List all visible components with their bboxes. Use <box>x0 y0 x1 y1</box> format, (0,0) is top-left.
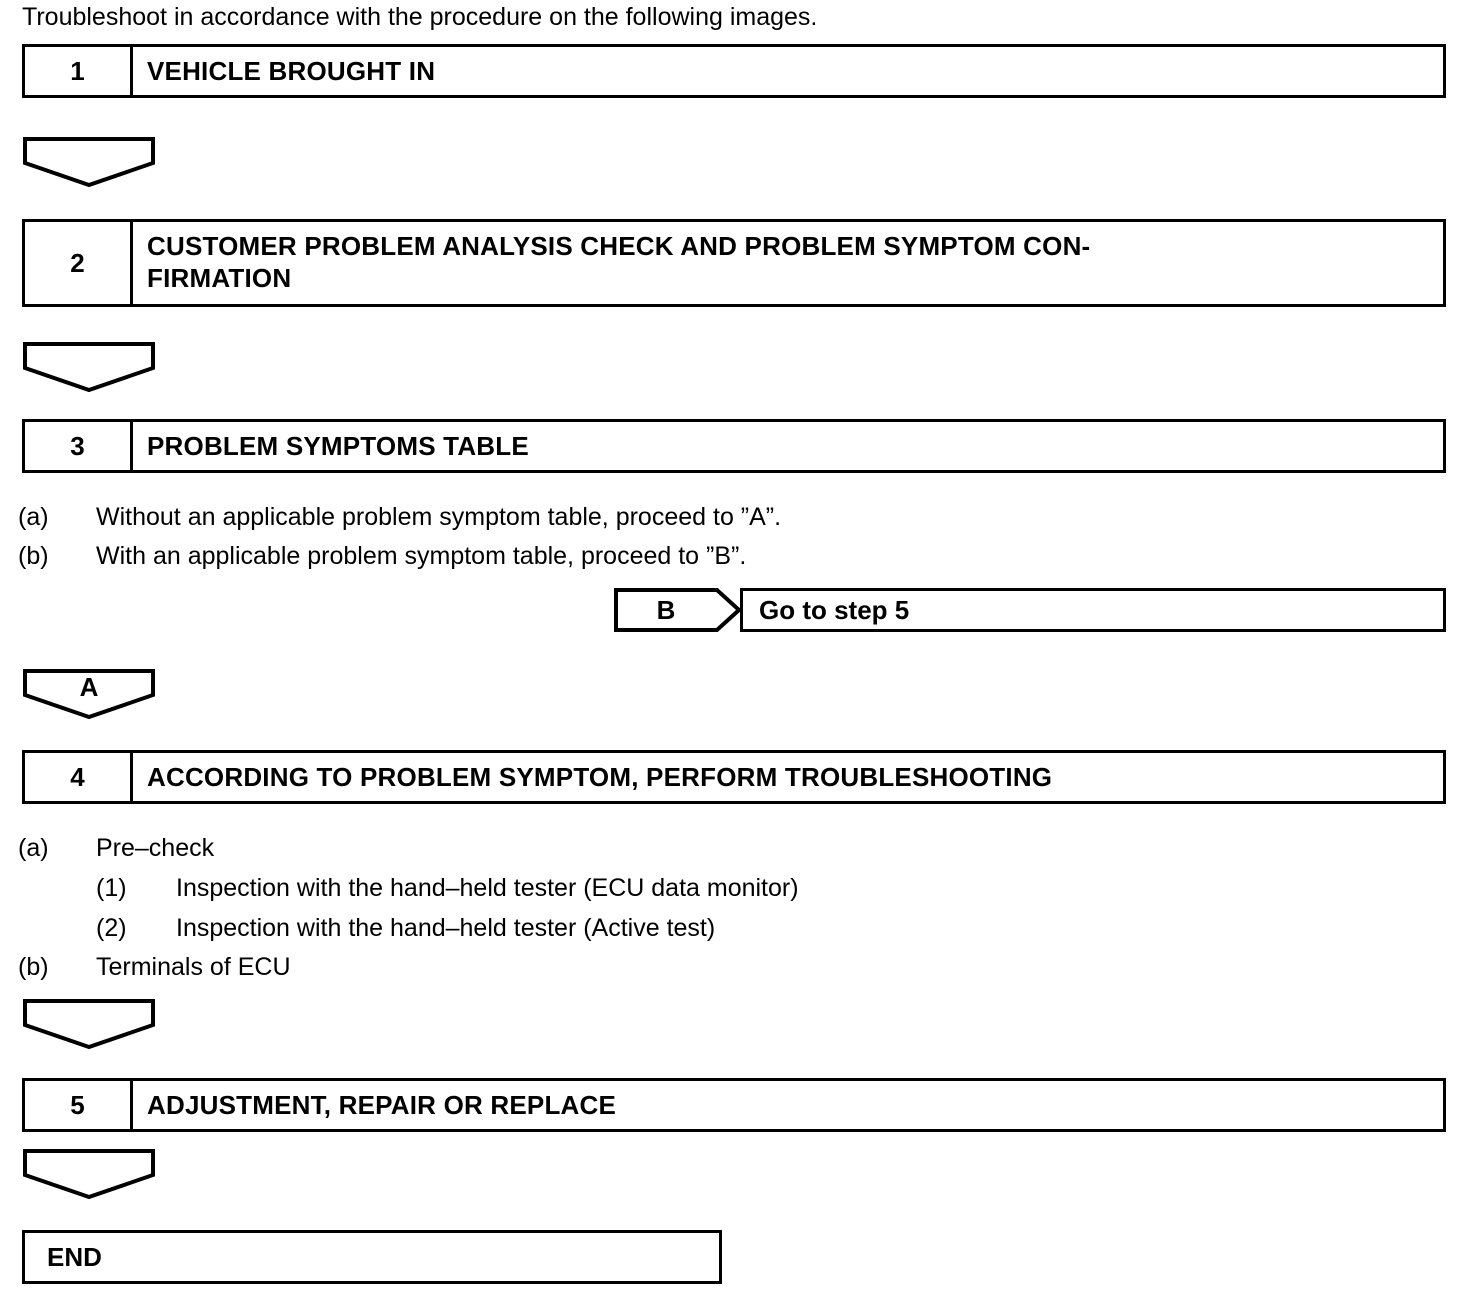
step3-note-b-text: With an applicable problem symptom table, proceed to ”B”. <box>96 542 747 570</box>
step4-note-a2-text: Inspection with the hand–held tester (Active test) <box>176 914 716 942</box>
step-number-3: 3 <box>25 422 133 470</box>
step-title-2-line2: FIRMATION <box>147 263 292 293</box>
step4-note-a1-marker: (1) <box>96 874 127 902</box>
connector-arrow-4 <box>22 998 156 1050</box>
step-number-1: 1 <box>25 47 133 95</box>
connector-arrow-1 <box>22 136 156 188</box>
step-box-3 <box>22 419 1446 473</box>
step-title-2-line1: CUSTOMER PROBLEM ANALYSIS CHECK AND PROBLEM SYMPTOM CON- <box>147 231 1091 261</box>
step-number-5: 5 <box>25 1081 133 1129</box>
connector-arrow-2 <box>22 341 156 393</box>
branch-b-label: B <box>656 594 676 625</box>
step-box-1 <box>22 44 1446 98</box>
step-number-2: 2 <box>25 222 133 304</box>
goto-step5-label: Go to step 5 <box>759 594 910 625</box>
step-number-4: 4 <box>25 753 133 801</box>
step-box-2 <box>22 219 1446 307</box>
intro-text: Troubleshoot in accordance with the procedure on the following images. <box>22 3 818 31</box>
step3-note-a-text: Without an applicable problem symptom table, proceed to ”A”. <box>96 503 782 531</box>
step-title-4: ACCORDING TO PROBLEM SYMPTOM, PERFORM TROUBLESHOOTING <box>147 762 1053 792</box>
branch-a-label: A <box>79 671 99 702</box>
step3-note-b-marker: (b) <box>18 542 49 570</box>
step4-note-a2-marker: (2) <box>96 914 127 942</box>
step4-note-b-marker: (b) <box>18 953 49 981</box>
step-box-5 <box>22 1078 1446 1132</box>
step4-note-b-text: Terminals of ECU <box>96 953 291 981</box>
branch-connector-a <box>22 668 156 720</box>
goto-step5-box <box>740 588 1446 632</box>
step-title-3: PROBLEM SYMPTOMS TABLE <box>147 431 529 461</box>
end-label: END <box>47 1241 102 1272</box>
step4-note-a1-text: Inspection with the hand–held tester (ECU data monitor) <box>176 874 799 902</box>
connector-arrow-5 <box>22 1148 156 1200</box>
step-title-5: ADJUSTMENT, REPAIR OR REPLACE <box>147 1090 617 1120</box>
step-title-1: VEHICLE BROUGHT IN <box>147 56 436 86</box>
step3-note-a-marker: (a) <box>18 503 49 531</box>
step-box-4 <box>22 750 1446 804</box>
step4-note-a-marker: (a) <box>18 834 49 862</box>
step-title-2 <box>133 222 1443 304</box>
branch-connector-b <box>614 588 742 632</box>
end-box <box>22 1230 722 1284</box>
step4-note-a-text: Pre–check <box>96 834 215 862</box>
